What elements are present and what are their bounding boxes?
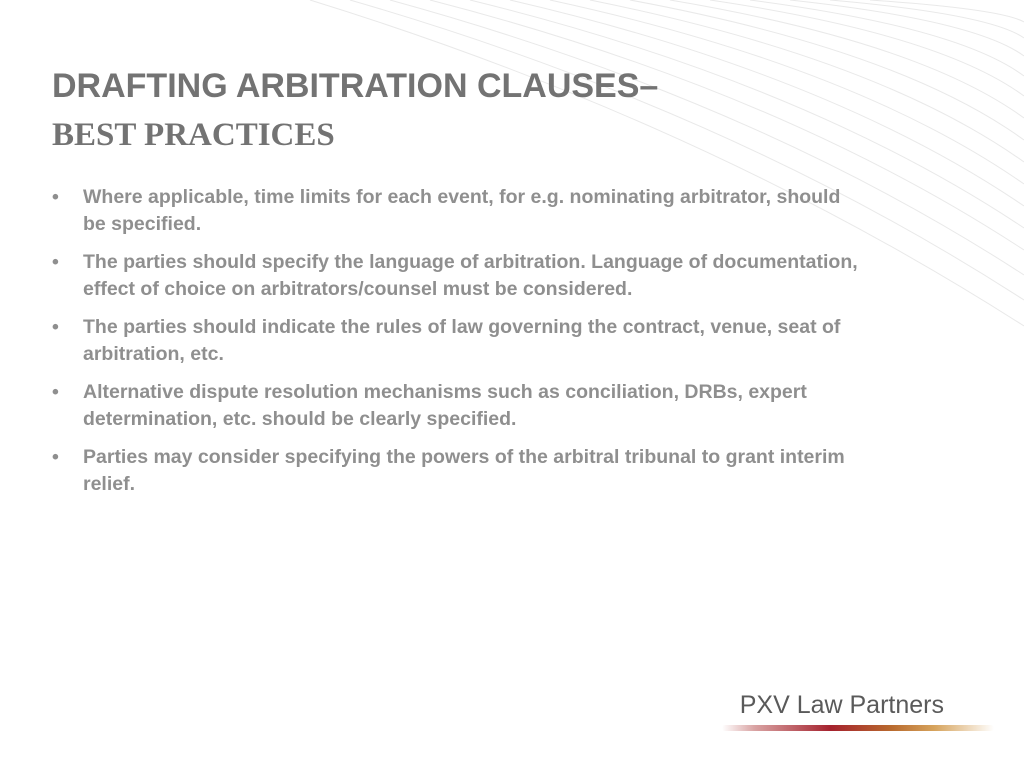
bullet-marker: •	[52, 381, 59, 403]
bullet-text: The parties should indicate the rules of law governing the contract, venue, seat of arbitration, etc.	[83, 316, 841, 365]
logo-text: PXV Law Partners	[739, 691, 944, 719]
bullet-list	[52, 184, 862, 509]
title-line-2: BEST PRACTICES	[52, 117, 335, 153]
bullet-marker: •	[52, 316, 59, 338]
slide-title	[52, 62, 932, 160]
firm-logo	[720, 684, 1000, 736]
title-line-1: DRAFTING ARBITRATION CLAUSES–	[52, 67, 659, 105]
bullet-item	[52, 249, 862, 303]
logo-underline-bar	[722, 725, 994, 731]
bullet-text: Where applicable, time limits for each event, for e.g. nominating arbitrator, should be specified.	[83, 186, 841, 235]
bullet-text: Alternative dispute resolution mechanisms such as conciliation, DRBs, expert determination, etc. should be clearly specified.	[83, 381, 807, 430]
bullet-text: Parties may consider specifying the powers of the arbitral tribunal to grant interim relief.	[83, 446, 845, 495]
bullet-marker: •	[52, 186, 59, 208]
bullet-item	[52, 184, 862, 238]
bullet-item	[52, 314, 862, 368]
bullet-item	[52, 444, 862, 498]
bullet-text: The parties should specify the language of arbitration. Language of documentation, effect of choice on arbitrators/counsel must be considered.	[83, 251, 858, 300]
bullet-marker: •	[52, 251, 59, 273]
bullet-marker: •	[52, 446, 59, 468]
bullet-item	[52, 379, 862, 433]
